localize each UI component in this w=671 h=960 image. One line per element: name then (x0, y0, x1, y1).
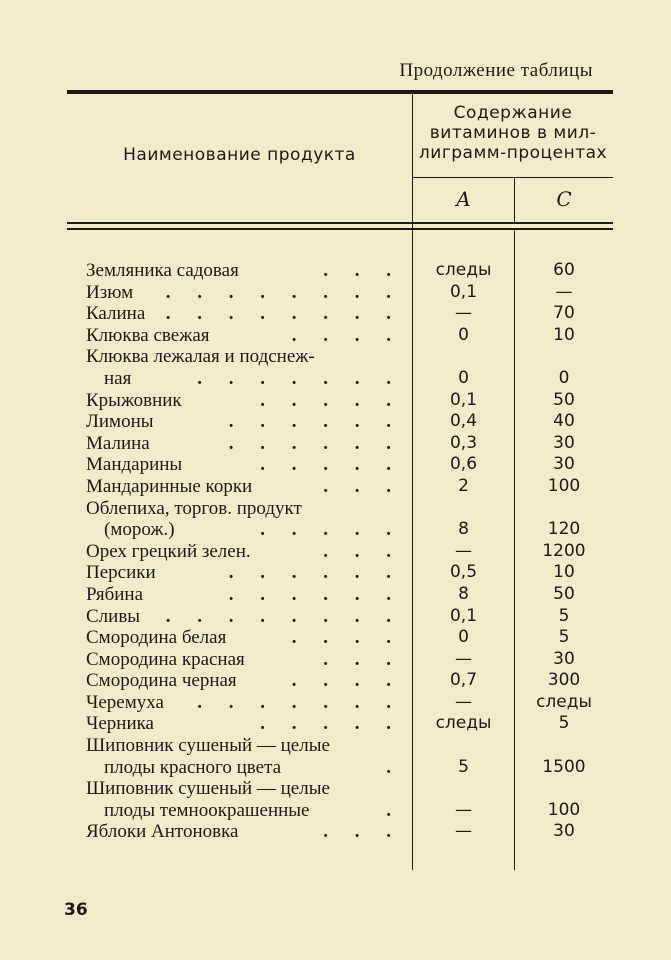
table-continuation-caption: Продолжение таблицы (399, 60, 593, 81)
product-name (86, 562, 402, 584)
table-row (86, 627, 606, 649)
product-name-continuation: плоды темноокрашенные (104, 799, 310, 821)
vitamin-c-value: 100 (547, 475, 581, 496)
vitamin-c-value: 30 (553, 454, 575, 475)
vitamin-a-value: 0,4 (449, 411, 478, 432)
product-name-line: Крыжовник (86, 389, 182, 411)
product-name (86, 303, 402, 325)
table-row (86, 778, 606, 821)
header-vitamin-line-1: Содержание (453, 103, 573, 123)
product-name (86, 454, 402, 476)
vitamin-a-value: 8 (458, 519, 469, 540)
table-row (86, 454, 606, 476)
product-name-line: Калина (86, 303, 146, 325)
product-name-line: Облепиха, торгов. продукт (86, 497, 302, 519)
table-row (86, 433, 606, 455)
leader-dots: . . . (323, 821, 402, 843)
vitamin-a-value: 0 (458, 367, 469, 388)
leader-dots: . . . . . (260, 389, 402, 411)
header-vitamin-c: C (556, 187, 572, 211)
leader-dots: . . . (323, 475, 402, 497)
leader-dots: . . . . . . . . (165, 281, 402, 303)
product-name-line: Яблоки Антоновка (86, 821, 239, 843)
vitamin-a-value: 0,6 (449, 454, 478, 475)
product-name (86, 692, 402, 714)
product-name-line: Клюква свежая (86, 324, 210, 346)
header-vitamin-a: A (456, 187, 471, 211)
vitamin-c-value: 60 (553, 260, 575, 280)
vitamin-a-value: — (455, 799, 472, 820)
vitamin-a-value: 0,1 (449, 605, 478, 626)
product-name-line: Лимоны (86, 411, 154, 433)
product-name-line: Смородина черная (86, 670, 237, 692)
product-name-line: Черника (86, 713, 154, 735)
vitamin-c-value: 120 (547, 519, 581, 540)
product-name (86, 541, 402, 563)
product-name (86, 346, 402, 389)
vitamin-c-value: 10 (553, 562, 575, 583)
vitamin-c-value: 70 (553, 303, 575, 324)
product-name (86, 390, 402, 412)
header-bottom-rule-1 (67, 222, 613, 224)
vitamin-a-value: — (455, 821, 472, 842)
product-name (86, 260, 402, 282)
vitamin-a-value: 0 (458, 627, 469, 648)
leader-dots: . . . . (291, 670, 402, 692)
vitamin-a-value: — (455, 648, 472, 669)
vitamin-c-value: — (555, 281, 573, 302)
leader-dots: . . . (323, 648, 402, 670)
header-bottom-rule-2 (67, 228, 613, 230)
product-name-line: Сливы (86, 605, 141, 627)
vitamin-c-value: 0 (558, 367, 570, 388)
table-row (86, 476, 606, 498)
header-subrule (413, 177, 613, 178)
product-name (86, 498, 402, 541)
vitamin-a-value: 8 (458, 583, 469, 604)
product-name (86, 627, 402, 649)
leader-dots: . . . . . . (228, 583, 402, 605)
table-row (86, 282, 606, 304)
product-name-line: Персики (86, 562, 156, 584)
vitamin-c-value: 30 (553, 821, 575, 842)
page-number: 36 (64, 900, 88, 920)
vitamin-a-value: следы (435, 713, 492, 734)
product-name-line: Смородина красная (86, 648, 245, 670)
leader-dots: . . . . (291, 324, 402, 346)
vitamin-c-value: 100 (547, 799, 581, 820)
leader-dots: . (386, 799, 402, 821)
vitamin-a-value: 0,7 (449, 670, 478, 691)
table-row (86, 713, 606, 735)
leader-dots: . . . (323, 260, 402, 281)
table-row (86, 606, 606, 628)
vitamin-c-value: 1200 (542, 540, 586, 561)
leader-dots: . . . . . . . (197, 691, 402, 713)
product-name (86, 670, 402, 692)
product-name-line: Мандарины (86, 454, 183, 476)
leader-dots: . . . . . . . . (165, 303, 402, 325)
product-name (86, 411, 402, 433)
product-name-line: Земляника садовая (86, 260, 239, 281)
vitamin-a-value: — (455, 303, 472, 324)
product-name (86, 606, 402, 628)
vitamin-c-value: 30 (553, 432, 575, 453)
top-rule (67, 90, 613, 94)
product-name-line: Шиповник сушеный — целые (86, 778, 330, 800)
leader-dots: . . . . . (260, 713, 402, 735)
header-vitamin-line-2: витаминов в мил- (429, 123, 597, 143)
leader-dots: . . . . . (260, 454, 402, 476)
vitamin-a-value: — (455, 540, 472, 561)
vitamin-a-value: — (455, 691, 472, 712)
product-name-line: Малина (86, 432, 150, 454)
product-name (86, 821, 402, 843)
product-name-continuation: плоды красного цвета (104, 756, 282, 778)
vitamin-a-value: 0,5 (449, 562, 478, 583)
table-row (86, 303, 606, 325)
table-row (86, 670, 606, 692)
product-name-line: Клюква лежалая и подснеж- (86, 346, 315, 368)
table-row (86, 346, 606, 389)
vitamin-c-value: 1500 (542, 756, 586, 777)
product-name (86, 325, 402, 347)
table-row (86, 821, 606, 843)
vitamin-a-value: 0,1 (449, 389, 478, 410)
vitamin-a-value: 0,1 (449, 281, 478, 302)
product-name (86, 433, 402, 455)
vitamin-c-value: 50 (553, 389, 575, 410)
vitamin-c-value: 50 (553, 583, 575, 604)
product-name-line: Изюм (86, 281, 134, 303)
vitamin-a-value: 2 (458, 475, 469, 496)
vitamin-a-value: 5 (458, 756, 469, 777)
product-name (86, 778, 402, 821)
product-name (86, 584, 402, 606)
leader-dots: . . . . . (260, 519, 402, 541)
table-row (86, 541, 606, 563)
leader-dots: . . . . (291, 627, 402, 649)
product-name (86, 735, 402, 778)
vitamin-a-value: 0 (458, 324, 469, 345)
vitamin-c-value: 30 (553, 648, 575, 669)
product-name (86, 282, 402, 304)
leader-dots: . . . (323, 540, 402, 562)
product-name-line: Рябина (86, 583, 144, 605)
leader-dots: . (386, 756, 402, 778)
table-body (86, 260, 606, 843)
product-name-continuation: ная (104, 367, 132, 389)
table-row (86, 325, 606, 347)
table-row (86, 735, 606, 778)
header-vitamin-content (413, 103, 613, 163)
product-name (86, 476, 402, 498)
vitamin-c-value: 5 (558, 713, 570, 734)
product-name (86, 713, 402, 735)
leader-dots: . . . . . . (228, 432, 402, 454)
vitamin-c-value: 5 (558, 605, 570, 626)
vitamin-c-value: 5 (558, 627, 570, 648)
table-row (86, 498, 606, 541)
table-row (86, 411, 606, 433)
product-name (86, 649, 402, 671)
leader-dots: . . . . . . . . (165, 605, 402, 627)
product-name-line: Мандаринные корки (86, 475, 253, 497)
leader-dots: . . . . . . (228, 562, 402, 584)
leader-dots: . . . . . . . (197, 367, 402, 389)
vitamin-c-value: 10 (553, 324, 575, 345)
product-name-line: Орех грецкий зелен. (86, 540, 251, 562)
table-row (86, 562, 606, 584)
product-name-line: Черемуха (86, 691, 164, 713)
vitamin-c-value: 40 (553, 411, 575, 432)
table-row (86, 692, 606, 714)
vitamin-a-value: следы (435, 260, 492, 280)
leader-dots: . . . . . . (228, 411, 402, 433)
product-name-line: Смородина белая (86, 627, 227, 649)
table-row (86, 649, 606, 671)
product-name-continuation: (морож.) (104, 519, 175, 541)
vitamin-c-value: 300 (547, 670, 581, 691)
header-vitamin-line-3: лиграмм-процентах (418, 143, 608, 163)
table-row (86, 260, 606, 282)
product-name-line: Шиповник сушеный — целые (86, 735, 330, 757)
table-row (86, 390, 606, 412)
vitamin-a-value: 0,3 (449, 432, 478, 453)
table-row (86, 584, 606, 606)
vitamin-c-value: следы (536, 691, 592, 712)
header-product-name: Наименование продукта (123, 145, 356, 165)
